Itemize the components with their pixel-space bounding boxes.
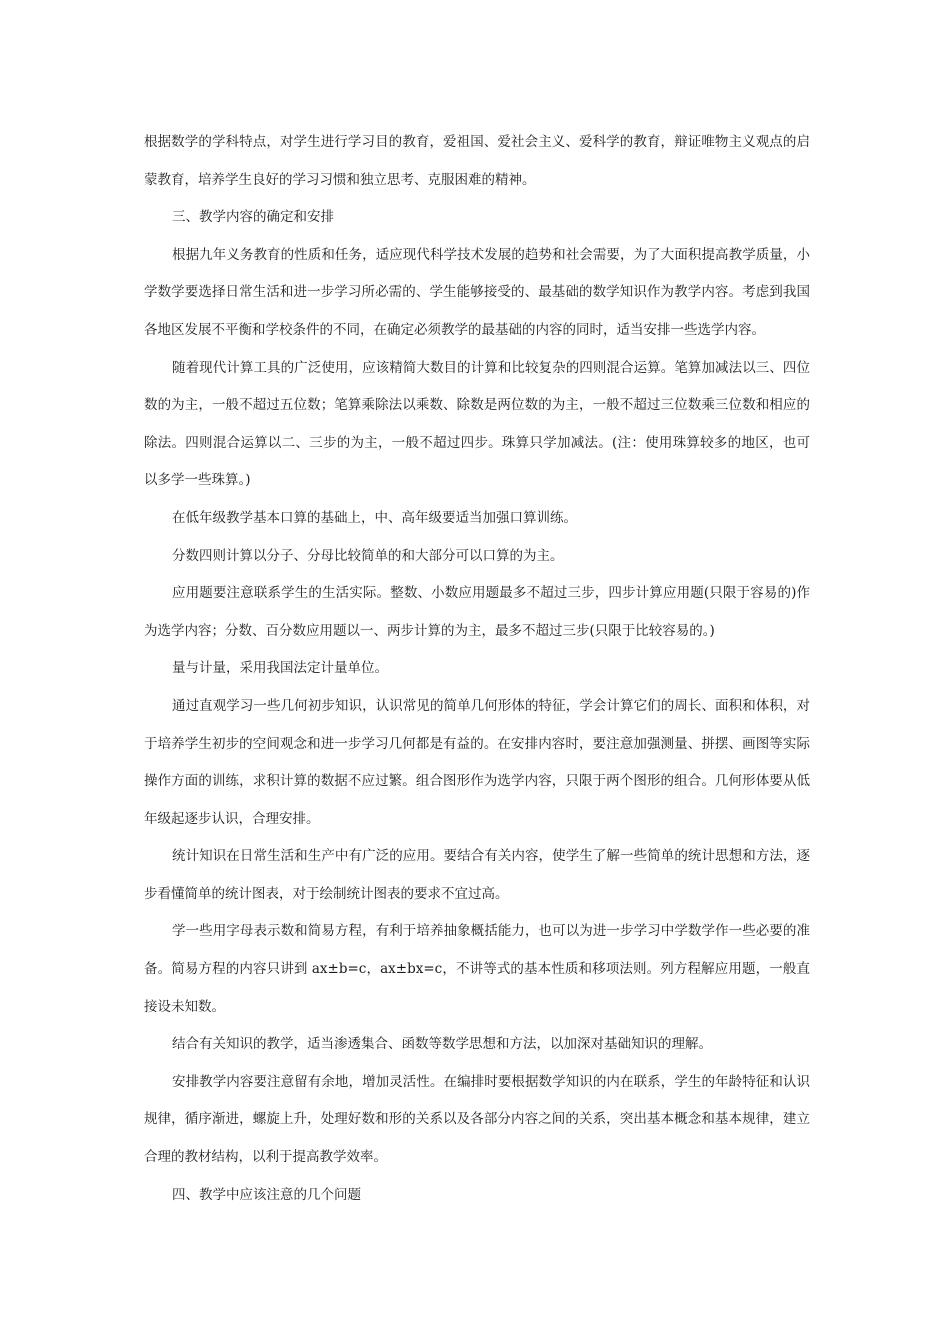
paragraph: 结合有关知识的教学，适当渗透集合、函数等数学思想和方法，以加深对基础知识的理解。 [172,1036,712,1053]
paragraph: 统计知识在日常生活和生产中有广泛的应用。要结合有关内容，使学生了解一些简单的统计思想和方法，逐步看懂简单的统计图表，对于绘制统计图表的要求不宜过高。 [144,848,810,902]
paragraph: 量与计量，采用我国法定计量单位。 [172,660,388,677]
paragraph: 应用题要注意联系学生的生活实际。整数、小数应用题最多不超过三步，四步计算应用题(只限于容易的)作为选学内容；分数、百分数应用题以一、两步计算的为主，最多不超过三步(只限于比较容易的。) [144,585,810,639]
section-heading-3: 三、教学内容的确定和安排 [172,209,334,226]
paragraph: 根据九年义务教育的性质和任务，适应现代科学技术发展的趋势和社会需要，为了大面积提高教学质量，小学数学要选择日常生活和进一步学习所必需的、学生能够接受的、最基础的数学知识作为教学内容。考虑到我国各地区发展不平衡和学校条件的不同，在确定必须教学的最基础的内容的同时，适当安排一些选学内容。 [144,246,810,338]
document-page [144,124,810,1214]
paragraph: 学一些用字母表示数和简易方程，有利于培养抽象概括能力，也可以为进一步学习中学数学作一些必要的准备。简易方程的内容只讲到 ax±b=c，ax±bx=c，不讲等式的基本性质和移项法则。列方程解应用题，一般直接设未知数。 [144,923,810,1015]
paragraph-continued: 根据数学的学科特点，对学生进行学习目的教育，爱祖国、爱社会主义、爱科学的教育，辩证唯物主义观点的启蒙教育，培养学生良好的学习习惯和独立思考、克服困难的精神。 [144,134,810,188]
paragraph: 分数四则计算以分子、分母比较简单的和大部分可以口算的为主。 [172,547,564,564]
paragraph: 在低年级教学基本口算的基础上，中、高年级要适当加强口算训练。 [172,509,577,526]
paragraph: 安排教学内容要注意留有余地，增加灵活性。在编排时要根据数学知识的内在联系，学生的年龄特征和认识规律，循序渐进，螺旋上升，处理好数和形的关系以及各部分内容之间的关系，突出基本概念和基本规律，建立合理的教材结构，以利于提高教学效率。 [144,1073,810,1166]
section-heading-4: 四、教学中应该注意的几个问题 [172,1186,361,1203]
paragraph: 随着现代计算工具的广泛使用，应该精简大数目的计算和比较复杂的四则混合运算。笔算加减法以三、四位数的为主，一般不超过五位数；笔算乘除法以乘数、除数是两位数的为主，一般不超过三位数乘三位数和相应的除法。四则混合运算以二、三步的为主，一般不超过四步。珠算只学加减法。(注：使用珠算较多的地区，也可以多学一些珠算。) [144,359,810,489]
paragraph: 通过直观学习一些几何初步知识，认识常见的简单几何形体的特征，学会计算它们的周长、面积和体积，对于培养学生初步的空间观念和进一步学习几何都是有益的。在安排内容时，要注意加强测量、拼摆、画图等实际操作方面的训练，求积计算的数据不应过繁。组合图形作为选学内容，只限于两个图形的组合。几何形体要从低年级起逐步认识，合理安排。 [144,697,810,827]
